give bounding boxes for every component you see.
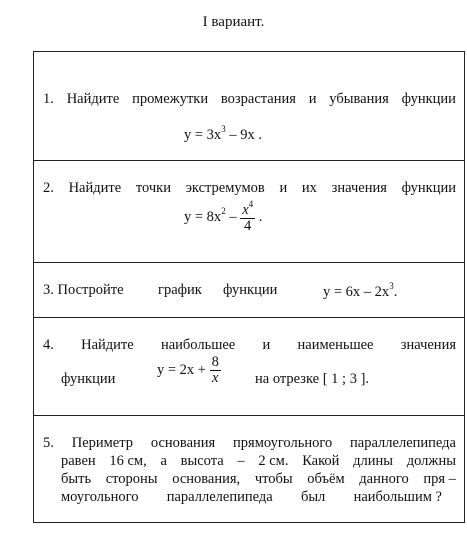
task-2-text: 2. Найдите точки экстремумов и их значения функции — [43, 180, 456, 196]
task-3-formula: $y = 6x - 2x^3$. — [323, 281, 398, 300]
task-4-text: 4. Найдите наибольшее и наименьшее значения — [43, 337, 456, 353]
task-number: 4. — [43, 337, 54, 353]
task-number: 3. — [43, 282, 54, 298]
task-5-line-1: 5. Периметр основания прямоугольного параллелепипеда — [43, 435, 456, 451]
task-number: 5. — [43, 435, 54, 451]
task-row-5 — [34, 415, 464, 524]
task-row-4: 4. Найдите наибольшее и наименьшее значения функции y = 2x + $\frac{8}{x}$ на отрезке [ 1 ; 3 ]. — [34, 317, 464, 416]
fraction: $\frac{8}{x}$ — [211, 354, 219, 387]
task-row-1 — [34, 52, 464, 160]
task-number: 1. — [43, 91, 54, 107]
variant-title: I вариант. — [202, 14, 265, 30]
task-row-2 — [34, 160, 464, 263]
task-1-text: 1. Найдите промежутки возрастания и убывания функции — [43, 91, 456, 107]
task-table — [33, 51, 465, 523]
task-5-line-2: равен 16 см, а высота – 2 см. Какой длины должны — [61, 453, 456, 469]
task-1-formula: $y = 3x^3 - 9x$ . — [184, 124, 262, 143]
task-number: 2. — [43, 180, 54, 196]
task-2-formula: $y = 8x^2$ – $\frac{x^4}{4}$ . — [184, 199, 263, 235]
task-4-formula: y = 2x + $\frac{8}{x}$ — [157, 354, 219, 387]
task-5-line-3: быть стороны основания, чтобы объём данного пря – — [61, 471, 456, 487]
task-row-3: 3. Постройте график функции $y = 6x - 2x^3$. — [34, 262, 464, 318]
task-5-line-4: моугольного параллелепипеда был наибольшим ? — [61, 489, 442, 505]
fraction: $\frac{x^4}{4}$ — [242, 199, 254, 235]
task-3-text: 3. Постройте — [43, 282, 124, 298]
